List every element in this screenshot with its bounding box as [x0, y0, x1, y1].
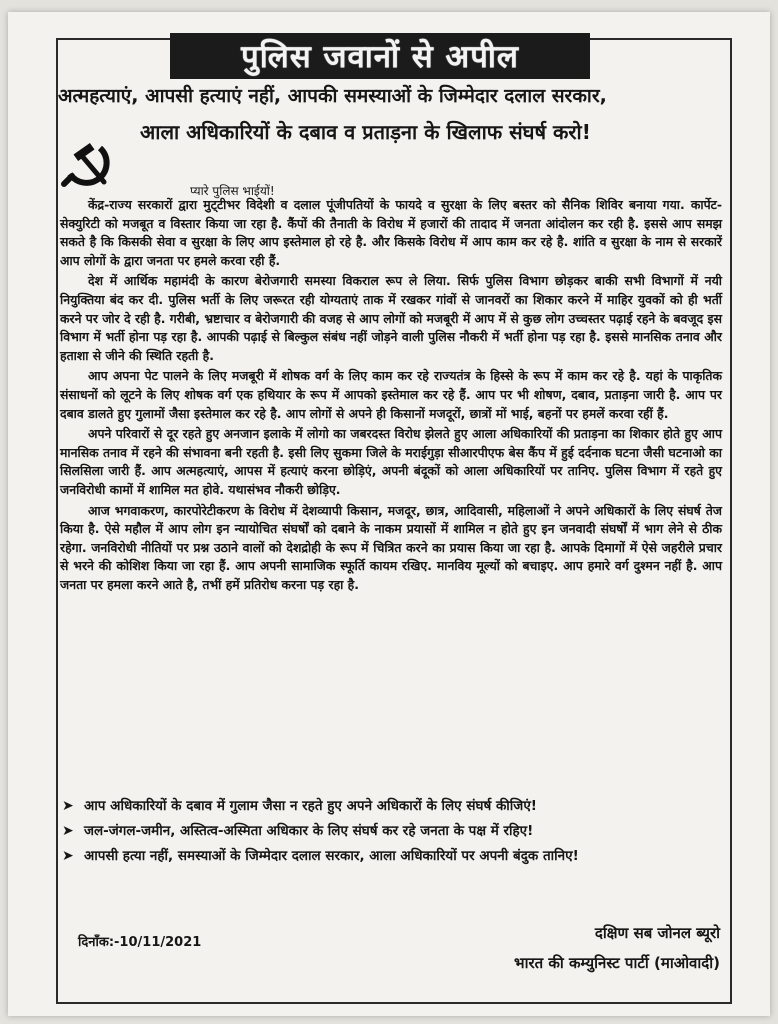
paragraph: देश में आर्थिक महामंदी के कारण बेरोजगारी समस्या विकराल रूप ले लिया. सिर्फ पुलिस विभाग छोड़कर बाकी सभी विभागों में नयी नियुक्तिया बंद कर दी. पुलिस भर्ती के लिए जरूरत रही योग्यताएं ताक में रखकर गांवों से जानवरों का शिकार करने में माहिर युवकों को ही भर्ती करने पर जोर दे रही है. गरीबी, भ्रष्टाचार व बेरोजगारी की वजह से आप लोगों को मजबूरी में आप में से कुछ लोग उच्चस्तर पढ़ाई रहने के बवजूद इस विभाग में भर्ती होना पड़ रहा है. आपकी पढ़ाई से बिल्कुल संबंध नहीं जोड़ने वाली पुलिस नौकरी में भर्ती होना पड़ रहा है. इससे मानसिक तनाव और हताशा से जीने की स्थिति रहती है.	[60, 273, 722, 363]
poster-title-text: पुलिस जवानों से अपील	[241, 39, 519, 75]
demand-text: आप अधिकारियों के दबाव में गुलाम जैसा न रहते हुए अपने अधिकारों के लिए संघर्ष कीजिएं!	[84, 798, 537, 814]
poster-title	[170, 33, 590, 79]
demands-list	[62, 794, 722, 869]
signature-party: भारत की कम्युनिस्ट पार्टी (माओवादी)	[514, 954, 720, 972]
appeal-body	[60, 196, 722, 596]
signature-block	[360, 918, 720, 978]
paragraph: आप अपना पेट पालने के लिए मजबूरी में शोषक वर्ग के लिए काम कर रहे राज्यतंत्र के हिस्से के रूप में काम कर रहे है. यहां के पाकृतिक संसाधनों को लूटने के लिए शोषक वर्ग एक हथियार के रूप में आपको इस्तेमाल कर रहे हैं. आप पर भी शोषण, दबाव, प्रताड़ना जारी है. आप पर दबाव डालते हुए गुलामों जैसा इस्तेमाल कर रहे है. आप लोगों से अपने ही किसानों मजदूरों, छात्रों मों भाई, बहनों पर हमलें करवा रहीं हैं.	[60, 368, 722, 421]
date-line: दिनाँक:-10/11/2021	[78, 935, 202, 950]
hammer-and-sickle-icon	[60, 140, 116, 188]
demand-item	[62, 844, 722, 869]
subtitle-line-2: आला अधिकारियों के दबाव व प्रताड़ना के खिलाफ संघर्ष करो!	[140, 120, 591, 144]
paragraph: आज भगवाकरण, कारपोरेटीकरण के विरोध में देशव्यापी किसान, मजदूर, छात्र, आदिवासी, महिलाओं ने अपने अधिकारों के लिए संघर्ष तेज किया है. ऐसे महौल में आप लोग इन न्यायोचित संघर्षों को दबाने के नाकम प्रयासों में शामिल न होते हुए इन जनवादी संघर्षों में भाग लेने से ठीक रहेगा. जनविरोधी नीतियों पर प्रश्न उठाने वालों को देशद्रोही के रूप में चित्रित करने का प्रयास किया जा रहा है. आपके दिमागों में ऐसे जहरीले प्रचार से भरने की कोशिश किया जा रहा हैं. आप अपनी सामाजिक स्फूर्ति कायम रखिए. मानविय मूल्यों को बचाइए. आप हमारे वर्ग दुश्मन नहीं है. आप जनता पर हमला करने आते है, तभीं हमें प्रतिरोध करना पड़ रहा है.	[60, 502, 722, 592]
signature-bureau: दक्षिण सब जोनल ब्यूरो	[594, 924, 720, 942]
demand-item	[62, 819, 722, 844]
arrow-bullet-icon: ➤	[62, 848, 74, 864]
paragraph: अपने परिवारों से दूर रहते हुए अनजान इलाके में लोगो का जबरदस्त विरोध झेलते हुए आला अधिकारियों की प्रताड़ना का शिकार होते हुए आप मानसिक तनाव में रहने की संभावना बनी रहती है. इसी लिए सुकमा जिले के मराईगुड़ा सीआरपीएफ बेस कैंप में हुई दर्दनाक घटना जैसी घटनाओ का सिलसिला जारी हैं. आप अत्महत्याएं, आपस में हत्याएं करना छोड़िएं, अपनी बंदूकों को आला अधिकारियों पर तानिए. पुलिस विभाग में रहते हुए जनविरोधी कामों में शामिल मत होवे. यथासंभव नौकरी छोड़िए.	[60, 426, 722, 497]
paragraph: केंद्र-राज्य सरकारों द्वारा मुट्‌टीभर विदेशी व दलाल पूंजीपतियों के फायदे व सुरक्षा के लिए बस्तर को सैनिक शिविर बनाया गया. कार्पेट-सेक्युरिटी को मजबूत व विस्तार किया जा रहा है. कैंपों की तैनाती के विरोध में हजारों की तादाद में जनता आंदोलन कर रही है. इससे आप समझ सकते है कि किसकी सेवा व सुरक्षा के लिए आप इस्तेमाल हो रहे है. और किसके विरोध में आप काम कर रहे है. शांति व सुरक्षा के नाम से सरकारें आप लोगों के द्वारा जनता पर हमले करवा रही हैं.	[60, 197, 722, 268]
arrow-bullet-icon: ➤	[62, 823, 74, 839]
demand-text: आपसी हत्या नहीं, समस्याओं के जिम्मेदार दलाल सरकार, आला अधिकारियों पर अपनी बंदुक तानिए!	[84, 848, 579, 864]
demand-text: जल-जंगल-जमीन, अस्तित्व-अस्मिता अधिकार के लिए संघर्ष कर रहे जनता के पक्ष में रहिए!	[84, 823, 534, 839]
arrow-bullet-icon: ➤	[62, 798, 74, 814]
subtitle-line-1: अत्महत्याएं, आपसी हत्याएं नहीं, आपकी समस्याओं के जिम्मेदार दलाल सरकार,	[58, 85, 607, 107]
demand-item	[62, 794, 722, 819]
salutation: प्यारे पुलिस भाईयों!	[190, 184, 275, 198]
